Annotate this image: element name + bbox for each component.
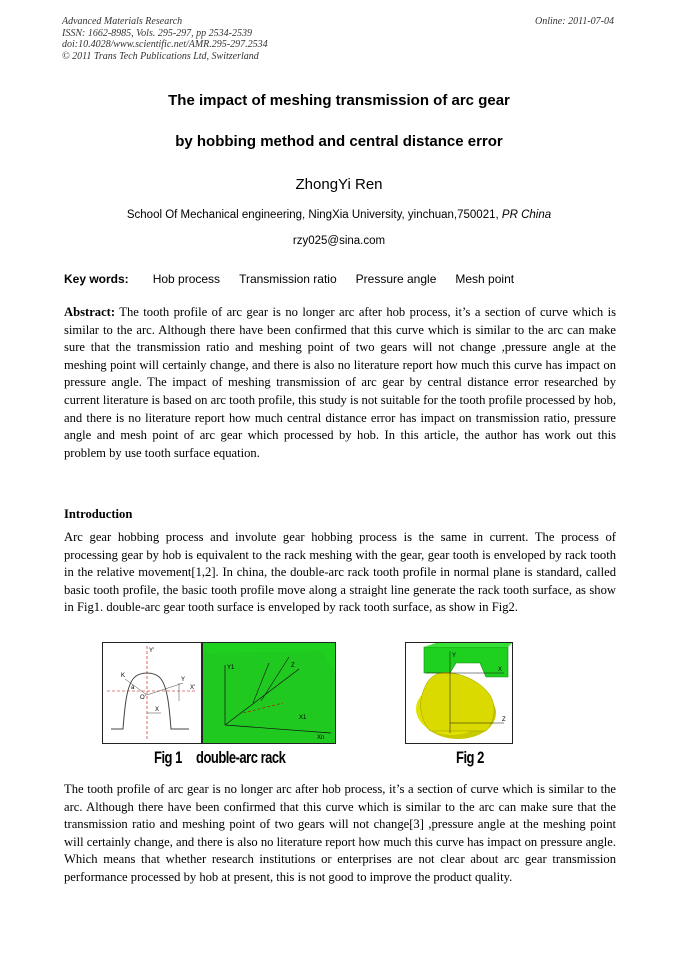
- gear-label-z: Z: [502, 717, 506, 723]
- profile-label-a: a: [131, 685, 135, 691]
- rack-label-z: Z: [291, 663, 295, 669]
- profile-label-o: O': [140, 695, 146, 701]
- fig2-caption: Fig 2: [456, 748, 484, 767]
- gear-label-y: Y: [452, 653, 457, 659]
- keyword: Pressure angle: [355, 272, 437, 286]
- profile-label-y: Y': [149, 648, 155, 654]
- online-date: Online: 2011-07-04: [535, 16, 614, 27]
- abstract-label: Abstract:: [64, 305, 116, 319]
- profile-label-y2: Y: [181, 677, 186, 683]
- gear-enveloping-figure: [405, 642, 513, 744]
- rack-label-y1: Y1: [227, 665, 235, 671]
- profile-label-x2: X: [155, 707, 160, 713]
- author-email: rzy025@sina.com: [292, 235, 386, 247]
- rack-drawing: [203, 643, 335, 743]
- keywords: [64, 272, 533, 286]
- tooth-profile-drawing: [103, 643, 201, 743]
- journal-name: Advanced Materials Research: [62, 16, 183, 27]
- keywords-label: Key words:: [64, 272, 129, 286]
- paper-title-line-1: The impact of meshing transmission of arc gear: [168, 92, 510, 109]
- affiliation-country: PR China: [501, 209, 552, 221]
- gear-label-x: X: [498, 667, 503, 673]
- gear-drawing: [406, 643, 512, 743]
- copyright-line: © 2011 Trans Tech Publications Ltd, Switzerland: [62, 50, 259, 62]
- profile-label-k: K: [121, 673, 126, 679]
- journal-header: [62, 16, 268, 62]
- affiliation-text: School Of Mechanical engineering, NingXia University, yinchuan,750021,: [126, 209, 499, 221]
- fig1-caption: Fig 1: [154, 748, 182, 767]
- section-heading-introduction: Introduction: [64, 507, 133, 521]
- abstract-text: The tooth profile of arc gear is no longer arc after hob process, it’s a section of curve which is similar to the arc. Although there have been confirmed that this curve which is similar to the arc can make sure that the transmission ratio and meshing point of two gears will not change ,pressure angle at the meshing point will certainly change, and there is also no literature report how much this curve has impact on pressure angle. The impact of meshing transmission of arc gear by central distance error researched by current literature is based on arc tooth profile, this study is not suitable for the tooth profile processed by hob, and there is no literature report how much central distance error has impact on transmission ratio, pressure angle and mesh point of arc gear which processed by hob. In this article, the author has work out this problem by use tooth surface equation.: [64, 305, 616, 460]
- profile-label-x: X': [190, 685, 196, 691]
- abstract: [64, 304, 616, 462]
- doi-line: doi:10.4028/www.scientific.net/AMR.295-297.2534: [62, 39, 268, 50]
- double-arc-rack-figure: [202, 642, 336, 744]
- paper-title-line-2: by hobbing method and central distance error: [175, 133, 503, 150]
- keyword: Transmission ratio: [239, 272, 337, 286]
- keyword: Mesh point: [455, 272, 515, 286]
- author-name: ZhongYi Ren: [295, 176, 383, 193]
- issn-line: ISSN: 1662-8985, Vols. 295-297, pp 2534-2539: [62, 27, 252, 39]
- affiliation: [0, 209, 678, 221]
- intro-paragraph-2: The tooth profile of arc gear is no longer arc after hob process, it’s a section of curve which is similar to the arc. Although there have been confirmed that this curve which is similar to the arc can make sure that the transmission ratio and meshing point of two gears will not change[3] ,pressure angle at the meshing point will certainly change, and there is also no literature report how much this curve has impact on pressure angle. Which means that whether research institutions or enterprises are not clear about arc gear transmission performance processed by hob at present, this is not good to improve the product quality.: [64, 782, 616, 884]
- basic-tooth-profile-figure: [102, 642, 202, 744]
- keyword: Hob process: [152, 272, 221, 286]
- rack-label-x1: X1: [299, 715, 307, 721]
- fig1-subcaption: double-arc rack: [196, 748, 286, 767]
- rack-label-xn: Xn: [317, 735, 325, 741]
- intro-paragraph-1: Arc gear hobbing process and involute gear hobbing process is the same in current. The process of processing gear by hob is equivalent to the rack meshing with the gear, gear tooth is enveloped by rack tooth in the relative movement[1,2]. In china, the double-arc rack tooth profile in normal plane is standard, called basic tooth profile, the basic tooth profile move along a straight line generate the rack tooth surface, as show in Fig1. double-arc gear tooth surface is enveloped by rack tooth surface, as show in Fig2.: [64, 530, 616, 615]
